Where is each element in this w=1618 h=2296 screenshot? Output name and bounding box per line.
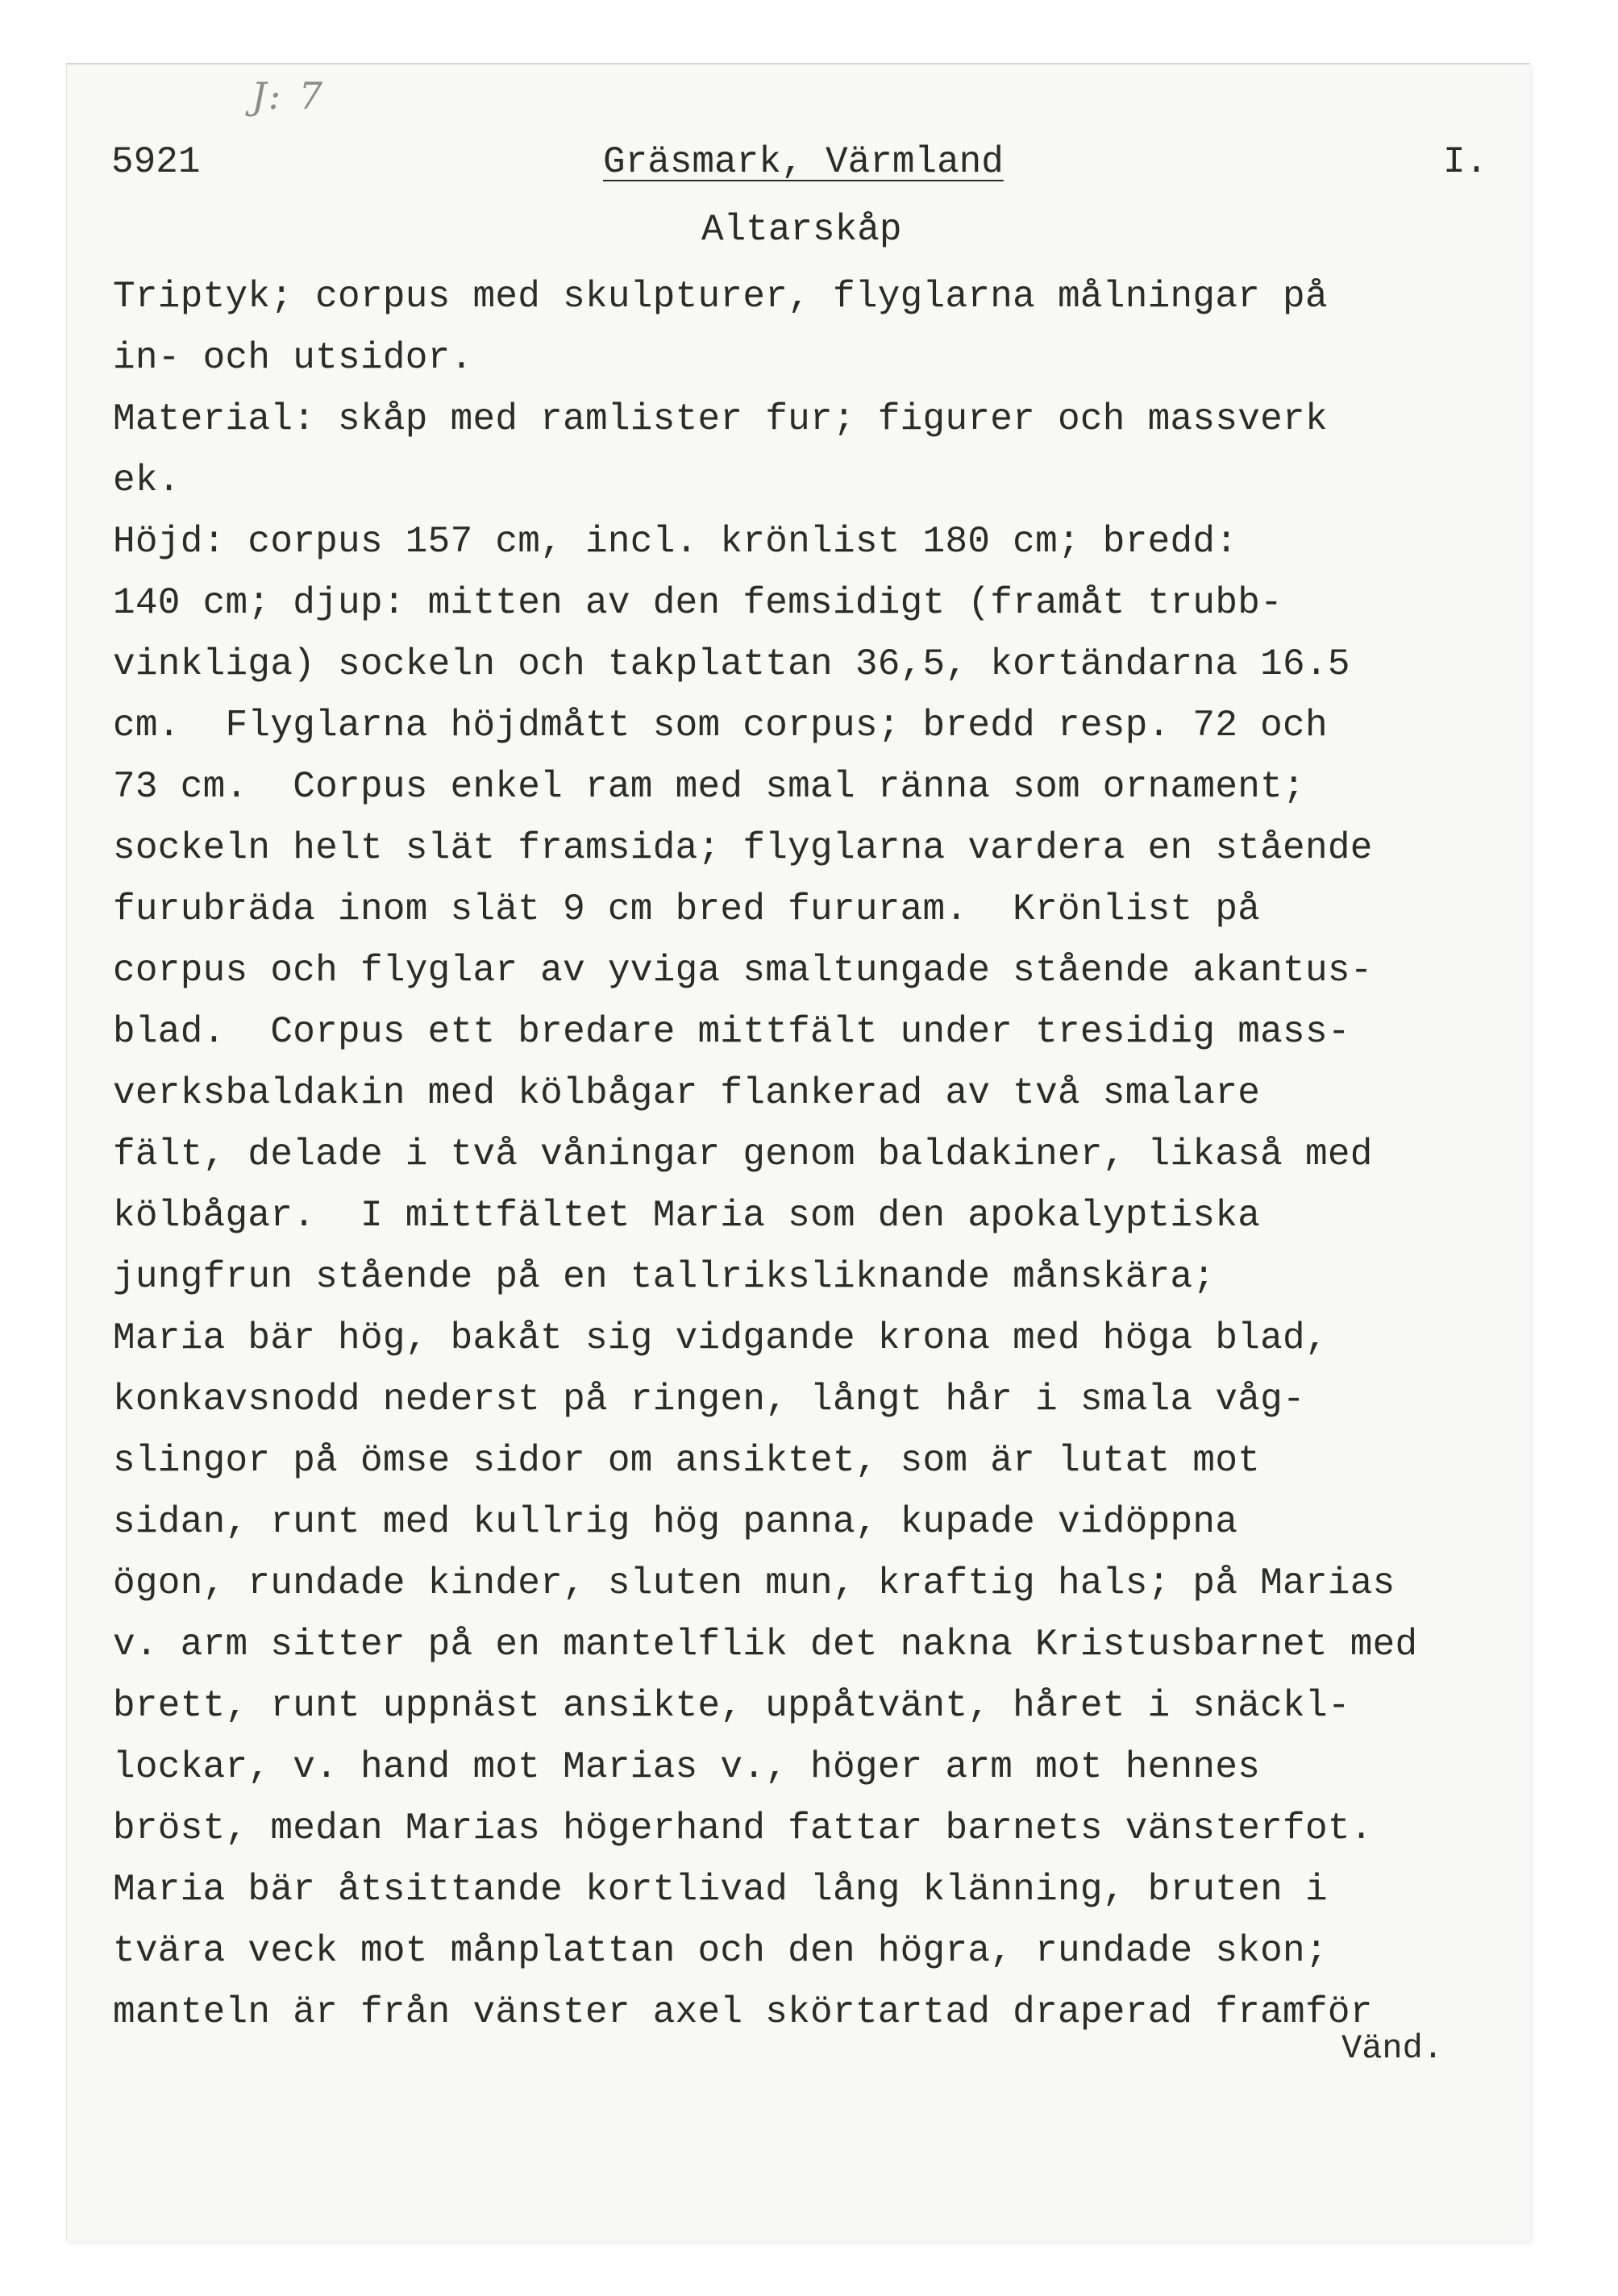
handwritten-note: J: 7 (252, 74, 326, 118)
text-line: sockeln helt slät framsida; flyglarna vardera en stående (113, 827, 1373, 869)
place-title: Gräsmark, Värmland (603, 141, 1004, 183)
text-line: in- och utsidor. (113, 337, 473, 379)
text-line: slingor på ömse sidor om ansiktet, som är lutat mot (113, 1440, 1261, 1482)
text-line: ögon, rundade kinder, sluten mun, kraftig hals; på Marias (113, 1562, 1395, 1604)
text-line: corpus och flyglar av yviga smaltungade stående akantus- (113, 950, 1373, 992)
text-line: Material: skåp med ramlister fur; figurer och massverk (113, 398, 1328, 440)
catalog-number: 5921 (111, 141, 201, 183)
text-line: Maria bär hög, bakåt sig vidgande krona med höga blad, (113, 1317, 1328, 1359)
text-line: bröst, medan Marias högerhand fattar barnets vänsterfot. (113, 1807, 1373, 1849)
text-line: 73 cm. Corpus enkel ram med smal ränna som ornament; (113, 766, 1305, 808)
sheet-number: I. (1443, 141, 1488, 183)
text-line: sidan, runt med kullrig hög panna, kupade vidöppna (113, 1501, 1238, 1543)
object-subtitle: Altarskåp (701, 209, 902, 251)
text-line: tvära veck mot månplattan och den högra, rundade skon; (113, 1930, 1328, 1972)
text-line: jungfrun stående på en tallriksliknande månskära; (113, 1256, 1216, 1298)
text-line: konkavsnodd nederst på ringen, långt hår i smala våg- (113, 1379, 1305, 1420)
text-line: v. arm sitter på en mantelflik det nakna Kristusbarnet med (113, 1624, 1418, 1666)
description-text (113, 266, 1532, 2043)
text-line: Maria bär åtsittande kortlivad lång klänning, bruten i (113, 1869, 1328, 1911)
turn-over-note: Vänd. (1341, 2029, 1444, 2068)
text-line: cm. Flyglarna höjdmått som corpus; bredd resp. 72 och (113, 705, 1328, 747)
text-line: furubräda inom slät 9 cm bred fururam. Krönlist på (113, 888, 1261, 930)
text-line: fält, delade i två våningar genom baldakiner, likaså med (113, 1133, 1373, 1175)
text-line: vinkliga) sockeln och takplattan 36,5, kortändarna 16.5 (113, 643, 1350, 685)
text-line: verksbaldakin med kölbågar flankerad av två smalare (113, 1072, 1261, 1114)
text-line: brett, runt uppnäst ansikte, uppåtvänt, håret i snäckl- (113, 1685, 1350, 1727)
text-line: blad. Corpus ett bredare mittfält under tresidig mass- (113, 1011, 1350, 1053)
text-line: ek. (113, 460, 181, 501)
text-line: Höjd: corpus 157 cm, incl. krönlist 180 cm; bredd: (113, 521, 1238, 563)
text-line: manteln är från vänster axel skörtartad draperad framför (113, 1991, 1373, 2033)
text-line: kölbågar. I mittfältet Maria som den apokalyptiska (113, 1195, 1261, 1237)
text-line: Triptyk; corpus med skulpturer, flyglarna målningar på (113, 276, 1328, 318)
text-line: lockar, v. hand mot Marias v., höger arm mot hennes (113, 1746, 1261, 1788)
text-line: 140 cm; djup: mitten av den femsidigt (framåt trubb- (113, 582, 1283, 624)
